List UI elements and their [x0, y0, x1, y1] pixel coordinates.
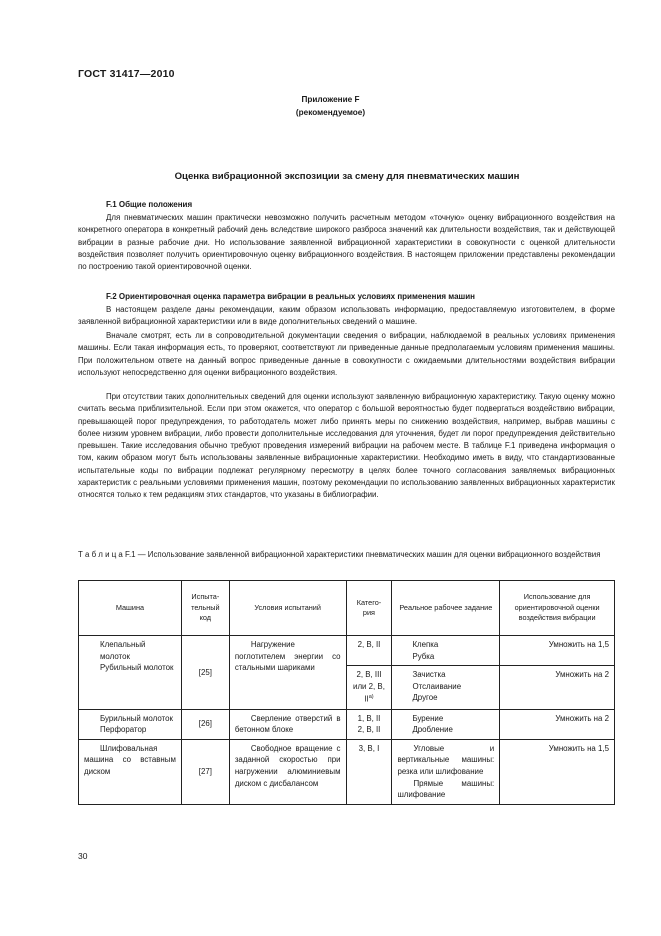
cell-usage: Умножить на 1,5 [500, 636, 615, 666]
cell-test-conditions: Нагружение поглотителем энергии со стальными шариками [229, 636, 346, 710]
task-item: Другое [412, 693, 438, 703]
cell-category [346, 709, 392, 739]
paragraph-f2-3: При отсутствии таких дополнительных сведений для оценки используют заявленную вибрационную характеристику. Такую оценку можно считать весьма приблизительной. Если при этом окажется, что оператор с большой вероятностью будет подвергаться воздействию вибрации, превышающей порог предупреждения, то работодатель может либо принять меры по снижению воздействия, например, выбрав машины с более низким уровнем вибрации, либо провести дополнительные исследования для уточнения, будет ли порог предупреждения действительно превышен. Такие исследования обычно требуют проведения измерений вибрации на рабочем месте. В таблице F.1 приведена информация о том, каким образом могут быть использованы заявленные вибрационные характеристики. Необходимо иметь в виду, что стандартизованные испытательные коды по вибрации подлежат регулярному пересмотру в целях более точного согласования заявляемых вибрационных характеристик с реальными условиями применения машин, поэтому рекомендации по использованию заявленных вибрационных характеристик относятся только к тем редакциям этих стандартов, что указаны в библиографии. [78, 392, 615, 500]
cell-usage: Умножить на 1,5 [500, 739, 615, 804]
table-header-row [79, 581, 615, 636]
annex-title: Приложение F [301, 95, 360, 104]
section-heading-f2: F.2 Ориентировочная оценка параметра вибрации в реальных условиях применения машин [106, 292, 475, 301]
task-item: Угловые и вертикальные машины: резка или шлифование [397, 743, 495, 776]
cell-category: 2, В, II [346, 636, 392, 666]
footnote-mark: а) [368, 694, 374, 701]
table-caption-text: F.1 — Использование заявленной вибрационной характеристики пневматических машин для оценки вибрационного воздействия [122, 550, 601, 559]
document-header: ГОСТ 31417—2010 [78, 68, 175, 80]
cell-work-task [392, 709, 500, 739]
task-item: Дробление [412, 725, 453, 735]
cell-work-task [392, 739, 500, 804]
category-value: 2, В, II [357, 725, 381, 735]
cell-usage: Умножить на 2 [500, 709, 615, 739]
cell-work-task [392, 636, 500, 666]
section-heading-f1: F.1 Общие положения [106, 200, 193, 209]
page-title: Оценка вибрационной экспозиции за смену для пневматических машин [174, 171, 520, 182]
paragraph-f2-1: В настоящем разделе даны рекомендации, каким образом использовать информацию, предоставляемую изготовителем, в форме заявленной вибрационной характеристики или в виде дополнительных сведений о машине. [78, 305, 615, 327]
cell-test-conditions: Сверление отверстий в бетонном блоке [229, 709, 346, 739]
annex-status: (рекомендуемое) [295, 108, 366, 117]
machine-name: Рубильный молоток [100, 663, 174, 673]
machine-name: Клепальный молоток [100, 640, 146, 661]
table-f1 [78, 580, 615, 805]
table-row [79, 636, 615, 666]
machine-name: Бурильный молоток [100, 713, 173, 723]
task-item: Зачистка [412, 670, 446, 680]
task-item: Прямые машины: шлифование [397, 778, 495, 800]
header-work-task: Реальное рабочее задание [392, 581, 500, 636]
cell-machine [79, 709, 182, 739]
header-test-conditions: Условия испытаний [229, 581, 346, 636]
paragraph-f1-1: Для пневматических машин практически невозможно получить расчетным методом «точную» оценку вибрационного воздействия на конкретного оператора в конкретный рабочий день вследствие широкого разброса значений как длительности воздействия, так и действующей вибрации в разные рабочие дни. Но использование заявленной вибрационной характеристики в совокупности с оценкой длительности воздействия позволяет получить ориентировочную оценку вибрационного воздействия. В настоящем приложении представлены рекомендации по построению такой ориентировочной оценки. [78, 213, 615, 272]
table-row [79, 709, 615, 739]
cell-work-task [392, 666, 500, 709]
cell-category: 3, В, I [346, 739, 392, 804]
page-number: 30 [78, 851, 88, 861]
task-item: Клепка [412, 640, 439, 649]
cell-test-code: [25] [181, 636, 229, 710]
cell-machine: Шлифовальная машина со вставным диском [79, 739, 182, 804]
cell-category [346, 666, 392, 709]
machine-name: Перфоратор [100, 725, 147, 735]
header-test-code: Испыта-тельный код [181, 581, 229, 636]
cell-test-code: [27] [181, 739, 229, 804]
task-item: Рубка [412, 651, 435, 661]
category-value: 2, В, III или 2, В, II [353, 670, 385, 704]
header-usage: Использование для ориентировочной оценки воздействия вибрации [500, 581, 615, 636]
task-item: Отслаивание [412, 681, 462, 691]
category-value: 1, В, II [357, 713, 381, 723]
cell-test-code: [26] [181, 709, 229, 739]
cell-usage: Умножить на 2 [500, 666, 615, 709]
header-machine: Машина [79, 581, 182, 636]
cell-test-conditions: Свободное вращение с заданной скоростью при нагружении алюминиевым диском с дисбалансом [229, 739, 346, 804]
header-category: Катего-рия [346, 581, 392, 636]
table-caption [78, 549, 615, 561]
table-row [79, 739, 615, 804]
table-caption-prefix: Т а б л и ц а [78, 550, 123, 559]
paragraph-f2-2: Вначале смотрят, есть ли в сопроводительной документации сведения о вибрации, наблюдаемой в реальных условиях применения машины. Если такая информация есть, то проверяют, соответствуют ли приведенные данные предполагаемым условиям применения машины. При положительном ответе на данный вопрос приведенные данные в совокупности с ожидаемыми длительностями воздействия вибрации используют непосредственно для оценки вибрационного воздействия. [78, 331, 615, 377]
task-item: Бурение [412, 713, 444, 723]
cell-machine [79, 636, 182, 710]
